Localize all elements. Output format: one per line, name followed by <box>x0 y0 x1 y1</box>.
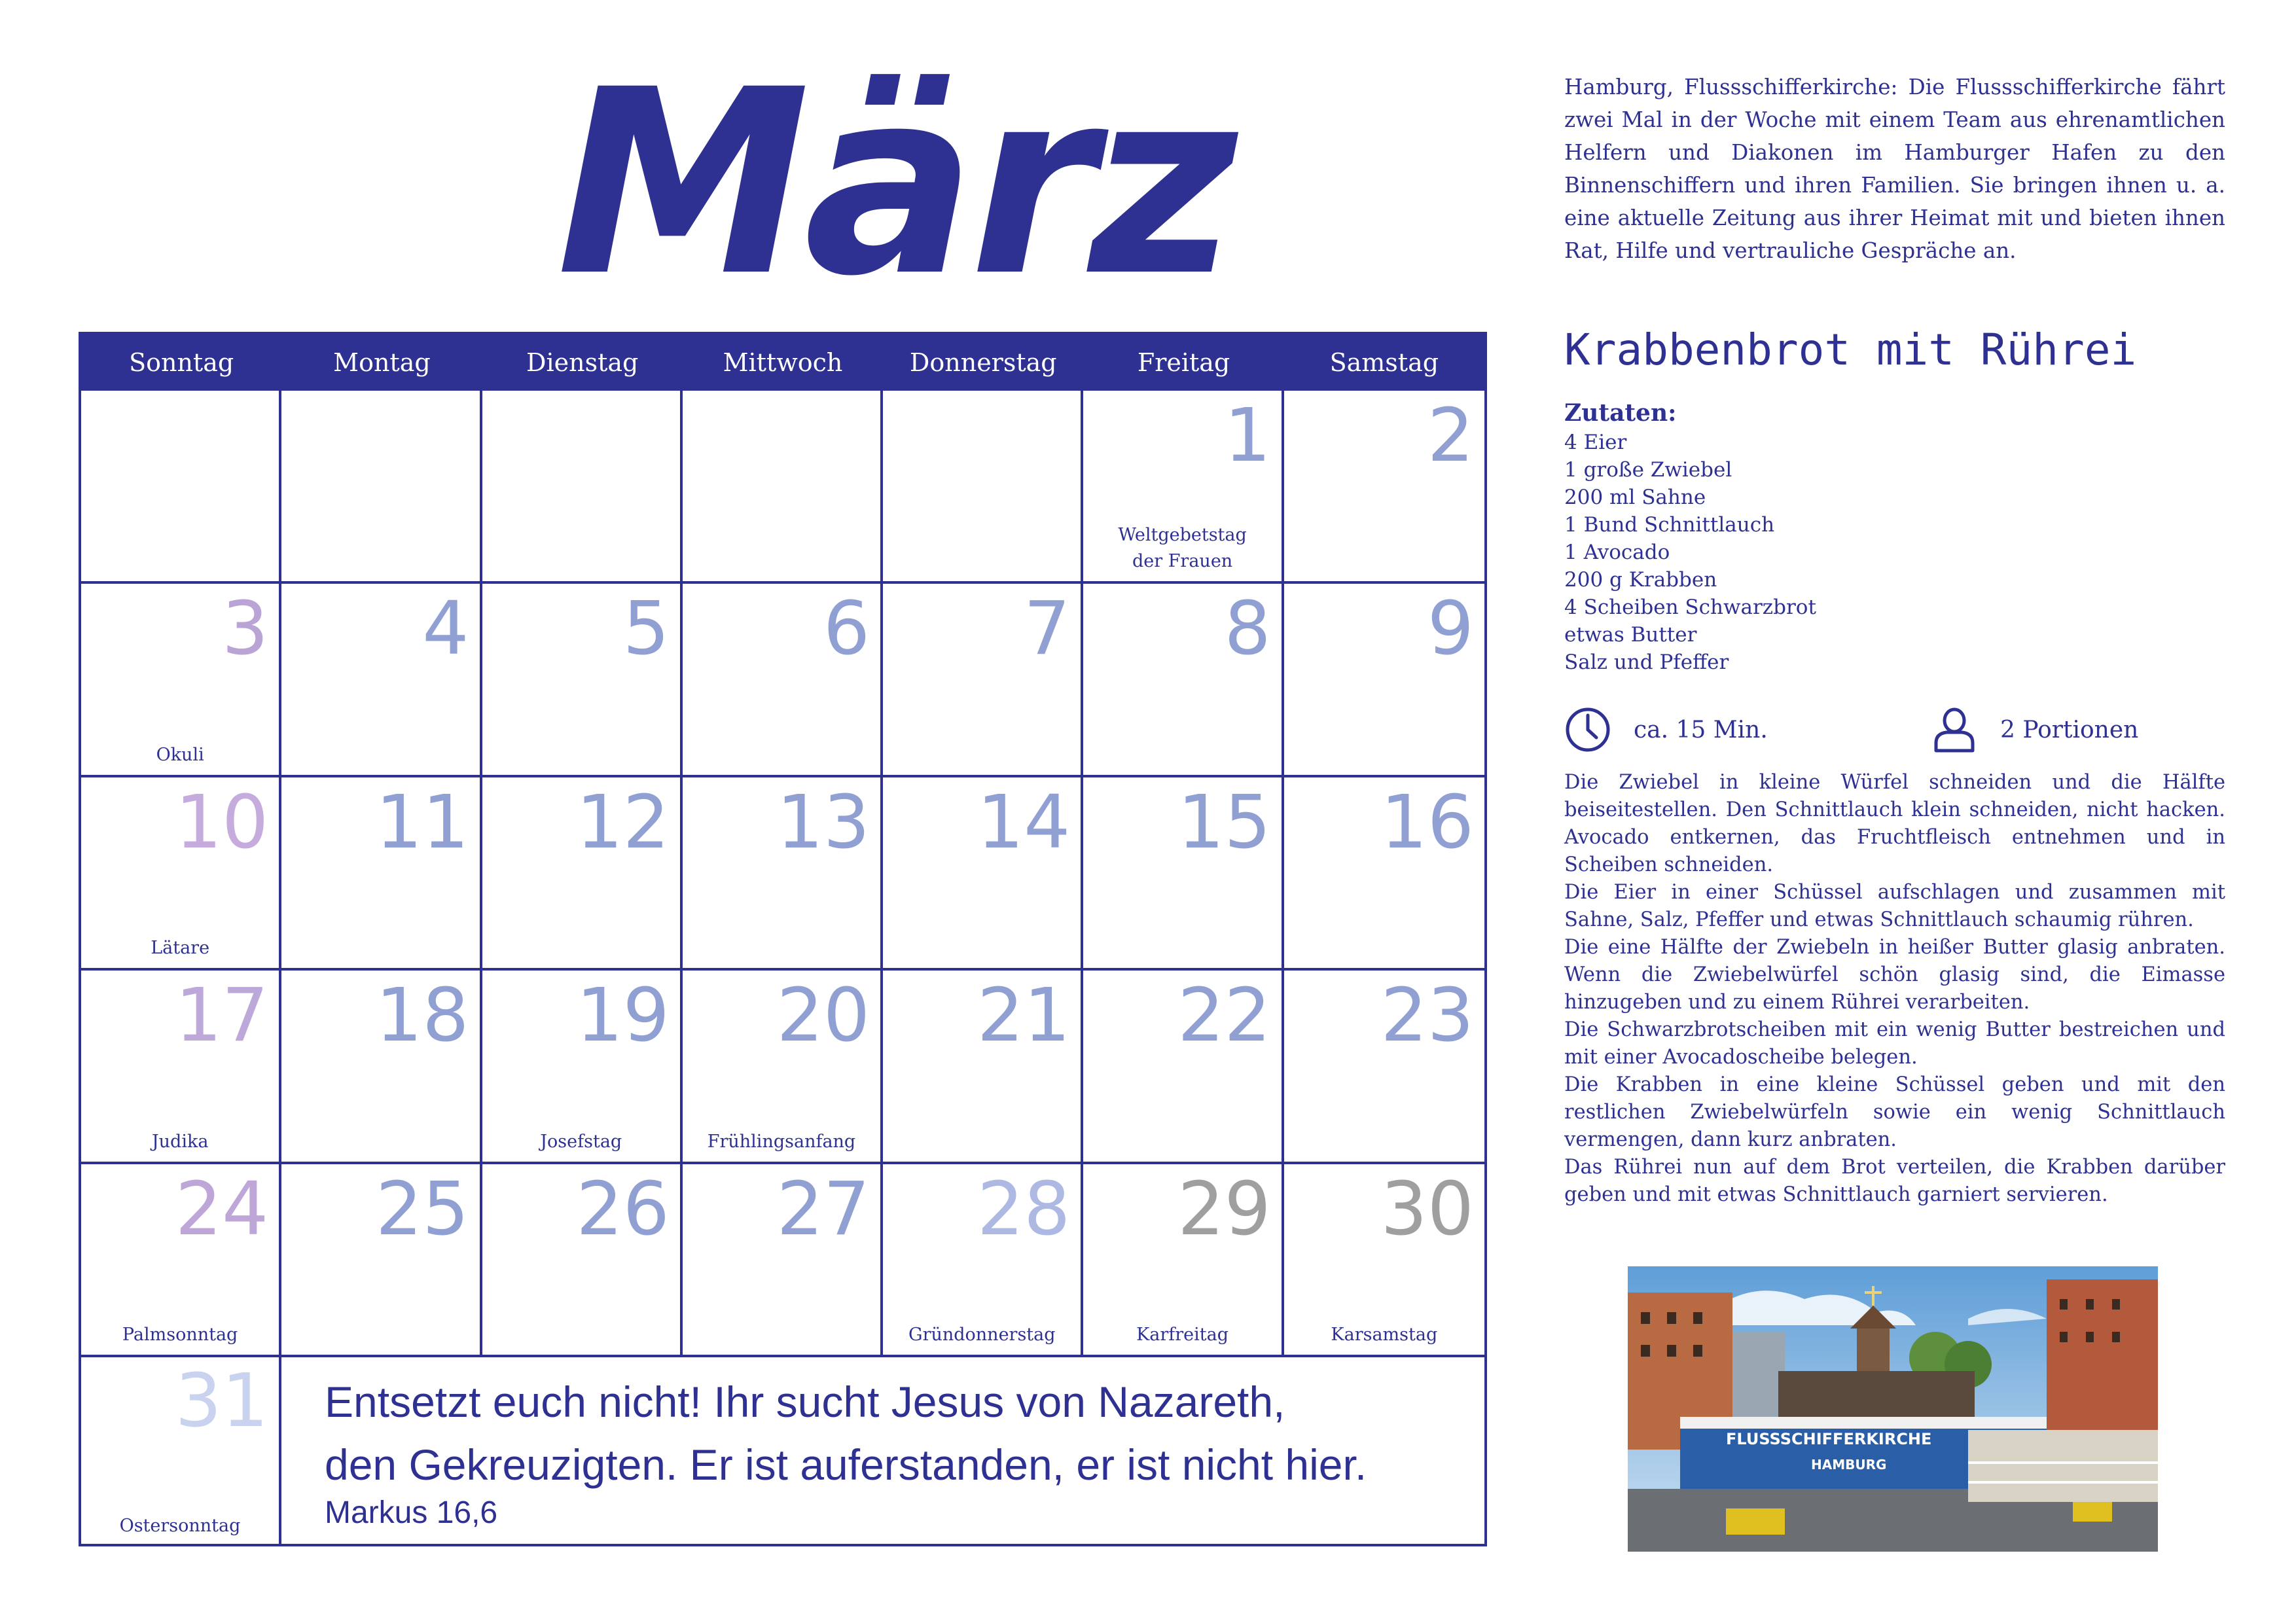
day-cell-24 <box>81 1164 281 1357</box>
verse-line-2: den Gekreuzigten. Er ist auferstanden, er ist nicht hier. <box>325 1440 1367 1489</box>
day-cell-31 <box>81 1357 281 1544</box>
day-cell-27 <box>683 1164 883 1357</box>
day-cell-empty <box>883 391 1083 584</box>
bible-verse <box>325 1370 1477 1496</box>
recipe-meta <box>1564 704 2225 756</box>
clock-icon <box>1564 706 1611 753</box>
weekday-dienstag: Dienstag <box>526 348 639 377</box>
day-cell-19 <box>482 971 683 1164</box>
day-number: 24 <box>175 1166 269 1252</box>
ingredient-item: 200 ml Sahne <box>1564 486 1706 509</box>
calendar-grid <box>79 332 1487 1546</box>
day-cell-1 <box>1083 391 1283 584</box>
day-number: 23 <box>1380 973 1474 1059</box>
verse-line-1: Entsetzt euch nicht! Ihr sucht Jesus von Nazareth, <box>325 1378 1285 1426</box>
day-number: 15 <box>1177 779 1271 865</box>
day-cell-3 <box>81 584 281 777</box>
day-number: 3 <box>222 586 269 672</box>
weekday-samstag: Samstag <box>1329 348 1439 377</box>
day-number: 31 <box>175 1359 268 1444</box>
weekday-donnerstag: Donnerstag <box>909 348 1057 377</box>
day-cell-10 <box>81 777 281 971</box>
day-cell-2 <box>1284 391 1484 584</box>
ship-name-text: FLUSSSCHIFFERKIRCHE <box>1726 1430 1932 1448</box>
day-number: 20 <box>776 973 870 1059</box>
day-label: Ostersonntag <box>119 1516 241 1536</box>
day-number: 18 <box>376 973 469 1059</box>
day-cell-15 <box>1083 777 1283 971</box>
day-number: 12 <box>576 779 670 865</box>
weekday-montag: Montag <box>333 348 431 377</box>
day-cell-21 <box>883 971 1083 1164</box>
calendar-days <box>81 391 1484 1357</box>
day-cell-12 <box>482 777 683 971</box>
weekday-header <box>81 334 1484 391</box>
weekday-mittwoch: Mittwoch <box>723 348 843 377</box>
day-cell-16 <box>1284 777 1484 971</box>
day-number: 21 <box>977 973 1071 1059</box>
day-cell-empty <box>683 391 883 584</box>
day-cell-18 <box>281 971 482 1164</box>
ingredient-item: 4 Scheiben Schwarzbrot <box>1564 596 1816 619</box>
day-number: 6 <box>823 586 870 672</box>
day-number: 13 <box>776 779 870 865</box>
weekday-sonntag: Sonntag <box>129 348 234 377</box>
instruction-step: Die Eier in einer Schüssel aufschlagen und zusammen mit Sahne, Salz, Pfeffer und etwas Schnittlauch schaumig rühren. <box>1564 881 2225 931</box>
day-number: 27 <box>776 1166 870 1252</box>
day-number: 26 <box>576 1166 670 1252</box>
day-number: 9 <box>1427 586 1474 672</box>
day-cell-empty <box>81 391 281 584</box>
day-cell-9 <box>1284 584 1484 777</box>
month-title: März <box>556 35 1231 332</box>
day-number: 1 <box>1224 393 1271 478</box>
day-number: 29 <box>1177 1166 1271 1252</box>
recipe-title: Krabbenbrot mit Rührei <box>1564 325 2137 375</box>
church-ship-photo <box>1628 1266 2158 1552</box>
portions-info <box>1931 704 2138 756</box>
ingredient-item: etwas Butter <box>1564 623 1697 647</box>
day-label: Gründonnerstag <box>908 1324 1056 1345</box>
day-number: 14 <box>977 779 1071 865</box>
calendar-bottom-row <box>81 1357 1484 1544</box>
day-number: 16 <box>1380 779 1474 865</box>
day-number: 28 <box>977 1166 1071 1252</box>
day-label: Karfreitag <box>1136 1324 1229 1345</box>
day-number: 25 <box>376 1166 469 1252</box>
ingredient-item: 1 große Zwiebel <box>1564 458 1732 482</box>
day-label: Okuli <box>156 744 204 765</box>
ingredient-item: 1 Avocado <box>1564 541 1670 564</box>
day-label: Palmsonntag <box>122 1324 238 1345</box>
day-label: Frühlingsanfang <box>707 1131 856 1152</box>
day-label: Weltgebetstag der Frauen <box>1118 525 1247 572</box>
day-number: 4 <box>422 586 469 672</box>
day-number: 8 <box>1224 586 1271 672</box>
ingredients-list <box>1564 429 1816 676</box>
recipe-instructions <box>1564 769 2225 1209</box>
day-number: 10 <box>175 779 269 865</box>
instruction-step: Das Rührei nun auf dem Brot verteilen, die Krabben darüber geben und mit etwas Schnittlauch garniert servieren. <box>1564 1156 2225 1206</box>
person-icon <box>1931 706 1978 753</box>
day-number: 17 <box>175 973 269 1059</box>
day-cell-28 <box>883 1164 1083 1357</box>
day-label: Lätare <box>151 938 210 959</box>
day-cell-23 <box>1284 971 1484 1164</box>
day-cell-26 <box>482 1164 683 1357</box>
day-number: 11 <box>376 779 469 865</box>
day-cell-7 <box>883 584 1083 777</box>
day-number: 22 <box>1177 973 1271 1059</box>
instruction-step: Die eine Hälfte der Zwiebeln in heißer Butter glasig anbraten. Wenn die Zwiebelwürfel schön glasig sind, die Eimasse hinzugeben und zu einem Rührei verarbeiten. <box>1564 936 2225 1014</box>
weekday-freitag: Freitag <box>1137 348 1230 377</box>
day-cell-22 <box>1083 971 1283 1164</box>
ingredient-item: 200 g Krabben <box>1564 568 1717 592</box>
ship-port-text: HAMBURG <box>1811 1457 1887 1472</box>
intro-text: Hamburg, Flussschifferkirche: Die Flussschifferkirche fährt zwei Mal in der Woche mit einem Team aus ehrenamtlichen Helfern und Diakonen im Hamburger Hafen zu den Binnenschiffern und ihren Familien. Sie bringen ihnen u. a. eine aktuelle Zeitung aus ihrer Heimat mit und bieten ihnen Rat, Hilfe und vertrauliche Gespräche an. <box>1564 75 2225 263</box>
day-number: 19 <box>576 973 670 1059</box>
day-label: Judika <box>151 1131 209 1152</box>
day-number: 2 <box>1427 393 1474 478</box>
verse-reference: Markus 16,6 <box>325 1495 498 1530</box>
day-label: Josefstag <box>540 1131 622 1152</box>
day-cell-4 <box>281 584 482 777</box>
time-info <box>1564 704 1768 756</box>
day-cell-14 <box>883 777 1083 971</box>
day-number: 30 <box>1380 1166 1474 1252</box>
day-cell-8 <box>1083 584 1283 777</box>
day-label: Karsamstag <box>1331 1324 1438 1345</box>
day-cell-30 <box>1284 1164 1484 1357</box>
day-cell-29 <box>1083 1164 1283 1357</box>
day-cell-5 <box>482 584 683 777</box>
instruction-step: Die Zwiebel in kleine Würfel schneiden und die Hälfte beiseitestellen. Den Schnittlauch klein schneiden, nicht hacken. Avocado entkernen, das Fruchtfleisch entnehmen und in Scheiben schneiden. <box>1564 771 2225 876</box>
day-cell-17 <box>81 971 281 1164</box>
ingredient-item: 1 Bund Schnittlauch <box>1564 513 1775 537</box>
day-cell-6 <box>683 584 883 777</box>
day-cell-13 <box>683 777 883 971</box>
instruction-step: Die Schwarzbrotscheiben mit ein wenig Butter bestreichen und mit einer Avocadoscheibe belegen. <box>1564 1018 2225 1069</box>
photo-illustration <box>1628 1266 2158 1552</box>
portions-text: 2 Portionen <box>2000 716 2139 743</box>
day-number: 5 <box>622 586 670 672</box>
ingredients-heading: Zutaten: <box>1564 399 1677 427</box>
instruction-step: Die Krabben in eine kleine Schüssel geben und mit den restlichen Zwiebelwürfeln sowie ein wenig Schnittlauch vermengen, dann kurz anbraten. <box>1564 1073 2225 1151</box>
time-text: ca. 15 Min. <box>1634 716 1768 743</box>
day-cell-11 <box>281 777 482 971</box>
ingredient-item: 4 Eier <box>1564 431 1627 454</box>
ingredient-item: Salz und Pfeffer <box>1564 651 1729 674</box>
day-cell-empty <box>482 391 683 584</box>
day-cell-25 <box>281 1164 482 1357</box>
day-cell-empty <box>281 391 482 584</box>
day-number: 7 <box>1024 586 1071 672</box>
day-cell-20 <box>683 971 883 1164</box>
